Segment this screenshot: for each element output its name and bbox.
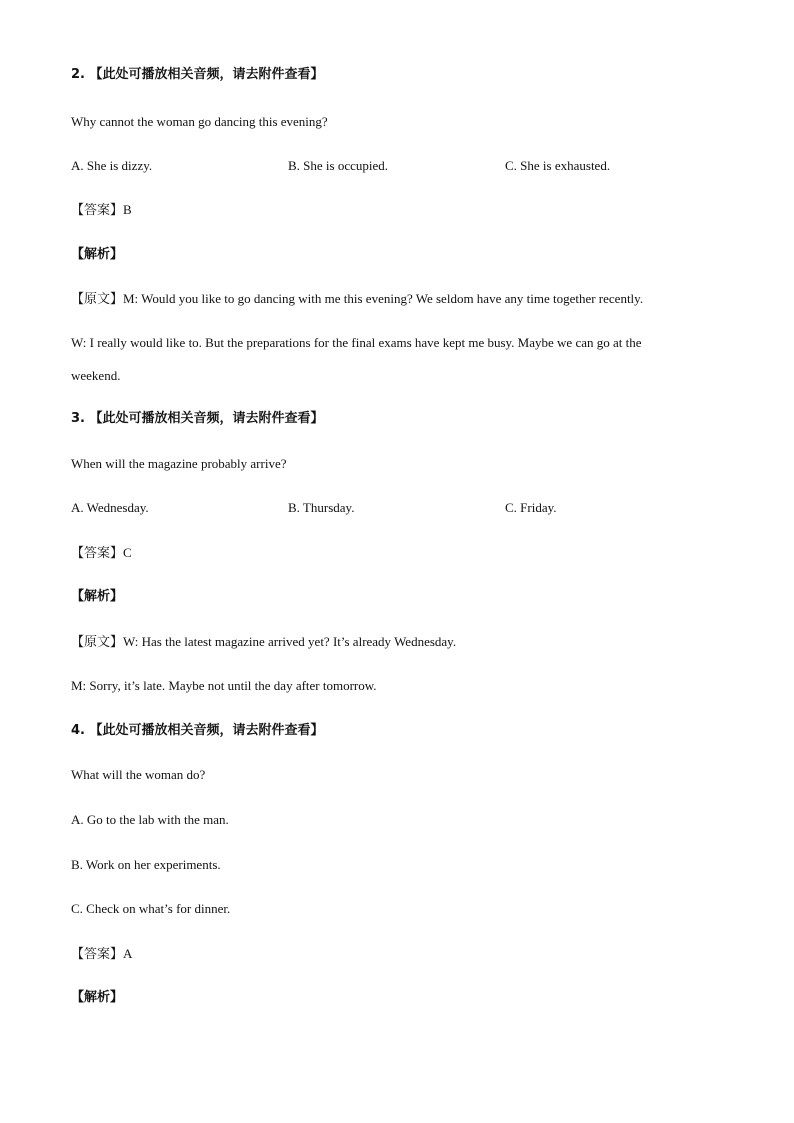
question-3-transcript-line-2: M: Sorry, it’s late. Maybe not until the day after tomorrow. [71, 678, 377, 693]
question-4-heading: 4. 【此处可播放相关音频，请去附件查看】 [71, 723, 324, 738]
question-2-option-c: C. She is exhausted. [505, 158, 611, 173]
question-2-option-a: A. She is dizzy. [71, 158, 153, 173]
question-2-options [71, 158, 731, 174]
question-2-analysis: 【解析】 [71, 247, 124, 262]
question-4-text: What will the woman do? [71, 767, 206, 782]
question-3-analysis: 【解析】 [71, 589, 124, 604]
question-3-answer: 【答案】C [71, 545, 132, 560]
question-3-option-c: C. Friday. [505, 500, 557, 515]
question-2-transcript-line-2: W: I really would like to. But the preparations for the final exams have kept me busy. Maybe we can go at the [71, 335, 642, 350]
question-3-option-b: B. Thursday. [288, 500, 355, 515]
question-2-transcript-line-3: weekend. [71, 368, 121, 383]
question-2-heading: 2. 【此处可播放相关音频，请去附件查看】 [71, 67, 324, 82]
question-3-option-a: A. Wednesday. [71, 500, 149, 515]
question-4-analysis: 【解析】 [71, 990, 124, 1005]
question-2-transcript-line-1: 【原文】M: Would you like to go dancing with me this evening? We seldom have any time together recently. [71, 291, 644, 306]
question-3-text: When will the magazine probably arrive? [71, 456, 287, 471]
question-3-options [71, 500, 731, 516]
question-2-answer: 【答案】B [71, 202, 132, 217]
question-4-option-a: A. Go to the lab with the man. [71, 812, 229, 827]
question-4-answer: 【答案】A [71, 946, 133, 961]
question-2-text: Why cannot the woman go dancing this evening? [71, 114, 328, 129]
question-4-option-c: C. Check on what’s for dinner. [71, 901, 231, 916]
question-3-transcript-line-1: 【原文】W: Has the latest magazine arrived yet? It’s already Wednesday. [71, 634, 457, 649]
question-4-option-b: B. Work on her experiments. [71, 857, 221, 872]
question-2-option-b: B. She is occupied. [288, 158, 389, 173]
question-3-heading: 3. 【此处可播放相关音频，请去附件查看】 [71, 411, 324, 426]
